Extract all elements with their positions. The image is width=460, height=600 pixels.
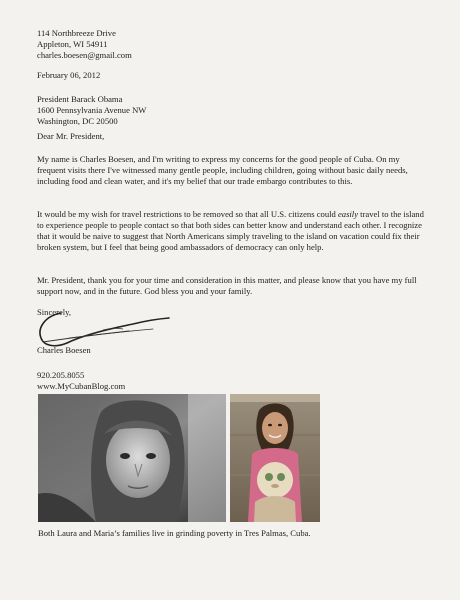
paragraph-2-emphasis: easily [337,209,359,219]
recipient-street: 1600 Pennsylvania Avenue NW [37,105,147,115]
signer-website: www.MyCubanBlog.com [37,381,126,391]
date-text: February 06, 2012 [37,70,101,80]
sender-address [37,28,427,61]
sender-city: Appleton, WI 54911 [37,39,108,49]
paragraph-3: Mr. President, thank you for your time and consideration in this matter, and please know that you have my full support now, and in the future. God bless you and your family. [37,275,417,296]
paragraph-2-start: It would be my wish for travel restrictions to be removed so that all U.S. citizens could [37,209,338,219]
paragraph-1: My name is Charles Boesen, and I'm writing to express my concerns for the good people of Cuba. On my frequent visits there I've witnessed many gentle people, including children, going without basic daily needs, including food and clean water, and it's my belief that our trade embargo contributes to this. [37,154,408,186]
photo-laura [38,394,226,522]
paragraph-2 [37,209,427,253]
photo-maria [230,394,320,522]
signer-name [37,345,427,356]
sender-street: 114 Northbreeze Drive [37,28,116,38]
recipient-name: President Barack Obama [37,94,123,104]
signer-phone: 920.205.8055 [37,370,85,380]
recipient-city: Washington, DC 20500 [37,116,118,126]
recipient-address [37,94,427,127]
salutation-text: Dear Mr. President, [37,131,105,141]
salutation [37,131,427,142]
photo-caption: Both Laura and Maria’s families live in grinding poverty in Tres Palmas, Cuba. [38,528,311,538]
letter-date [37,70,427,81]
signer-name-text: Charles Boesen [37,345,91,355]
signer-contact [37,370,427,392]
sender-email: charles.boesen@gmail.com [37,50,132,60]
closing-text: Sincerely, [37,307,72,317]
paragraph-2-end: travel to the island to experience people to people contact so that both sides can better know and understand each other. I recognize that it would be naive to suggest that North Americans simply traveling to the island on vacation could fix their broken system, but I feel that being good ambassadors of democracy can only help. [37,209,424,252]
